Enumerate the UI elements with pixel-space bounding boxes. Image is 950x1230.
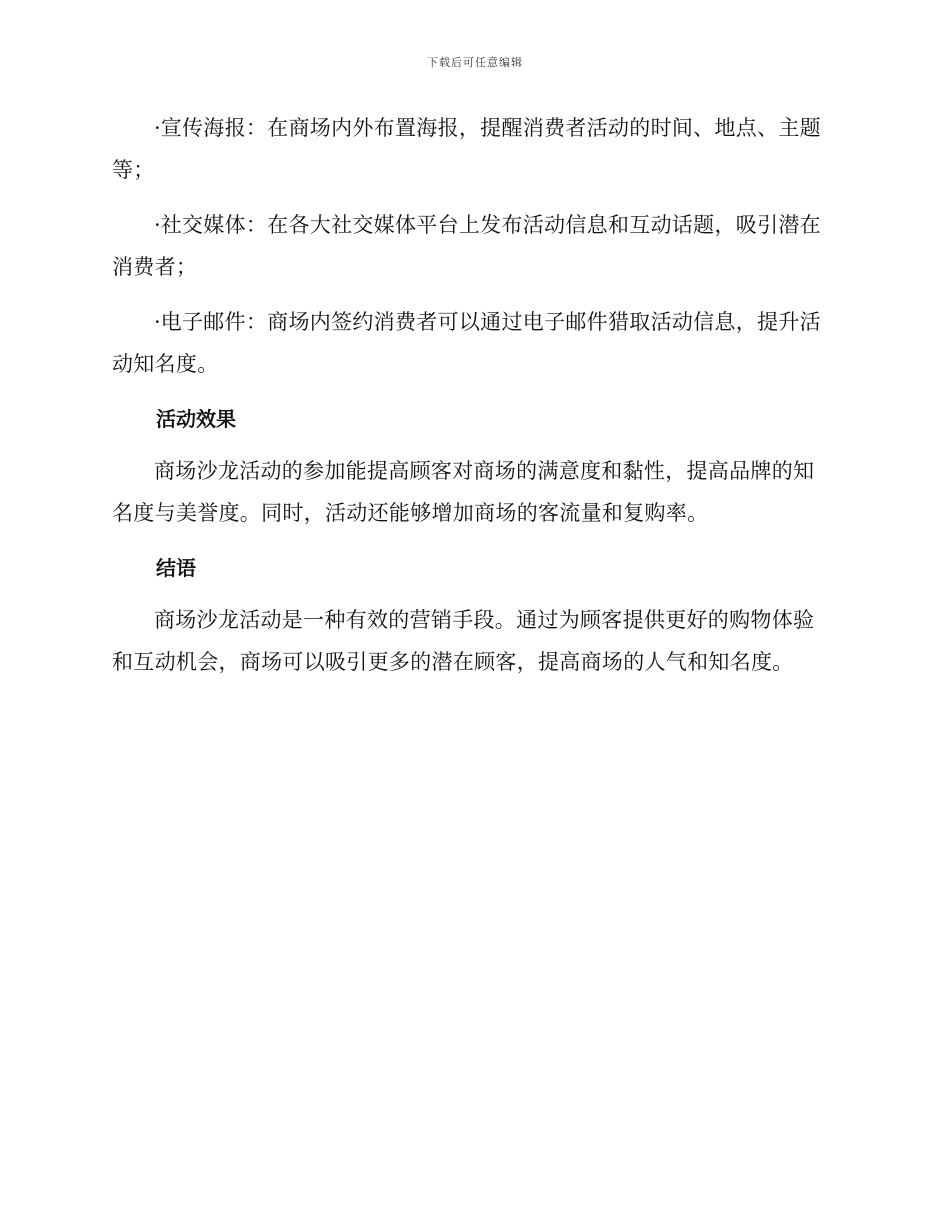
document-body xyxy=(112,107,832,696)
conclusion-paragraph: 商场沙龙活动是一种有效的营销手段。通过为顾客提供更好的购物体验和互动机会，商场可以吸引更多的潜在顾客，提高商场的人气和知名度。 xyxy=(112,608,815,674)
bullet-item-email xyxy=(112,301,832,385)
effect-paragraph: 商场沙龙活动的参加能提高顾客对商场的满意度和黏性，提高品牌的知名度与美誉度。同时，活动还能够增加商场的客流量和复购率。 xyxy=(112,459,815,525)
header-note: 下载后可任意编辑 xyxy=(427,56,523,69)
bullet-text: 宣传海报：在商场内外布置海报，提醒消费者活动的时间、地点、主题等； xyxy=(112,116,821,182)
bullet-marker: · xyxy=(154,116,161,140)
bullet-text: 社交媒体：在各大社交媒体平台上发布活动信息和互动话题，吸引潜在消费者； xyxy=(112,213,821,279)
bullet-marker: · xyxy=(154,310,161,334)
bullet-text: 电子邮件：商场内签约消费者可以通过电子邮件猎取活动信息，提升活动知名度。 xyxy=(112,310,821,376)
bullet-marker: · xyxy=(154,213,161,237)
bullet-item-poster xyxy=(112,107,832,191)
section-heading-effect: 活动效果 xyxy=(156,407,236,431)
section-heading-conclusion: 结语 xyxy=(156,556,196,580)
bullet-item-social-media xyxy=(112,204,832,288)
